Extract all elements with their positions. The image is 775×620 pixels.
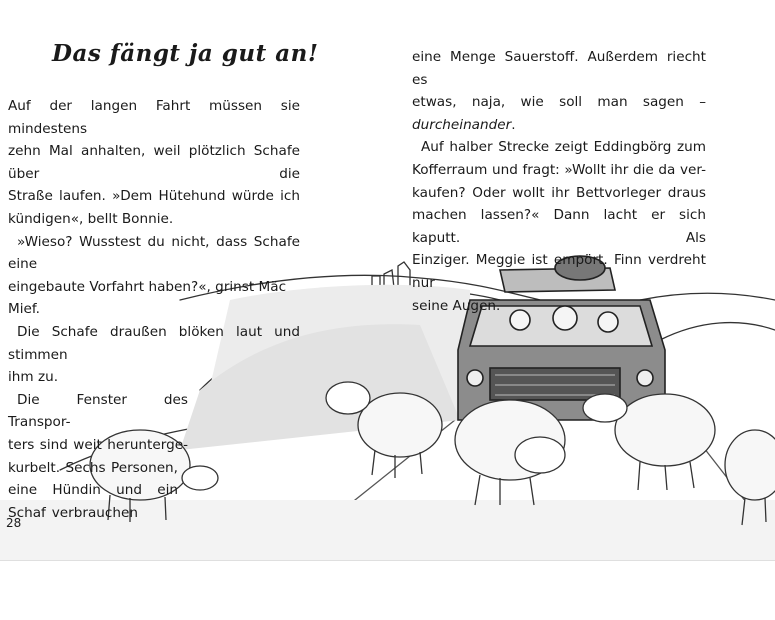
italic-word: durcheinander — [412, 116, 512, 133]
text-line: Die Schafe draußen blöken laut und stimmen — [8, 323, 300, 363]
text-line: Die Fenster des Transpor- — [8, 391, 188, 431]
text-line: ters sind weit herunterge- — [8, 436, 188, 453]
text-line: machen lassen?« Dann lacht er sich kaputt. Als — [412, 207, 706, 246]
text-line: kurbelt. Sechs Personen, — [8, 459, 178, 476]
text-line: kaufen? Oder wollt ihr Bettvorleger draus — [412, 184, 706, 201]
text-line: Kofferraum und fragt: »Wollt ihr die da ver- — [412, 161, 706, 178]
text-line: kündigen«, bellt Bonnie. — [8, 210, 174, 227]
text-line: »Wieso? Wusstest du nicht, dass Schafe eine — [8, 233, 300, 273]
chapter-title: Das fängt ja gut an! — [52, 40, 319, 67]
text-run: . — [511, 116, 516, 133]
text-line: Einziger. Meggie ist empört. Finn verdreht nur — [412, 252, 706, 291]
text-line: eingebaute Vorfahrt haben?«, grinst Mäc Mief. — [8, 278, 287, 318]
text-line: Auf halber Strecke zeigt Eddingbörg zum — [421, 139, 706, 156]
text-line — [412, 91, 706, 136]
text-line: seine Augen. — [412, 297, 501, 314]
text-line: zehn Mal anhalten, weil plötzlich Schafe über die — [8, 143, 300, 182]
text-line: Straße laufen. »Dem Hütehund würde ich — [8, 188, 300, 205]
text-line: Auf der langen Fahrt müssen sie mindestens — [8, 98, 300, 137]
text-run: etwas, naja, wie soll man sagen – — [412, 94, 706, 111]
left-text-column — [8, 95, 300, 524]
right-text-column — [412, 46, 706, 317]
text-line: eine Menge Sauerstoff. Außerdem riecht es — [412, 49, 706, 88]
page-number: 28 — [6, 516, 22, 530]
text-line: eine Hündin und ein — [8, 482, 178, 499]
text-line: ihm zu. — [8, 369, 59, 386]
text-line: Schaf verbrauchen — [8, 504, 138, 521]
